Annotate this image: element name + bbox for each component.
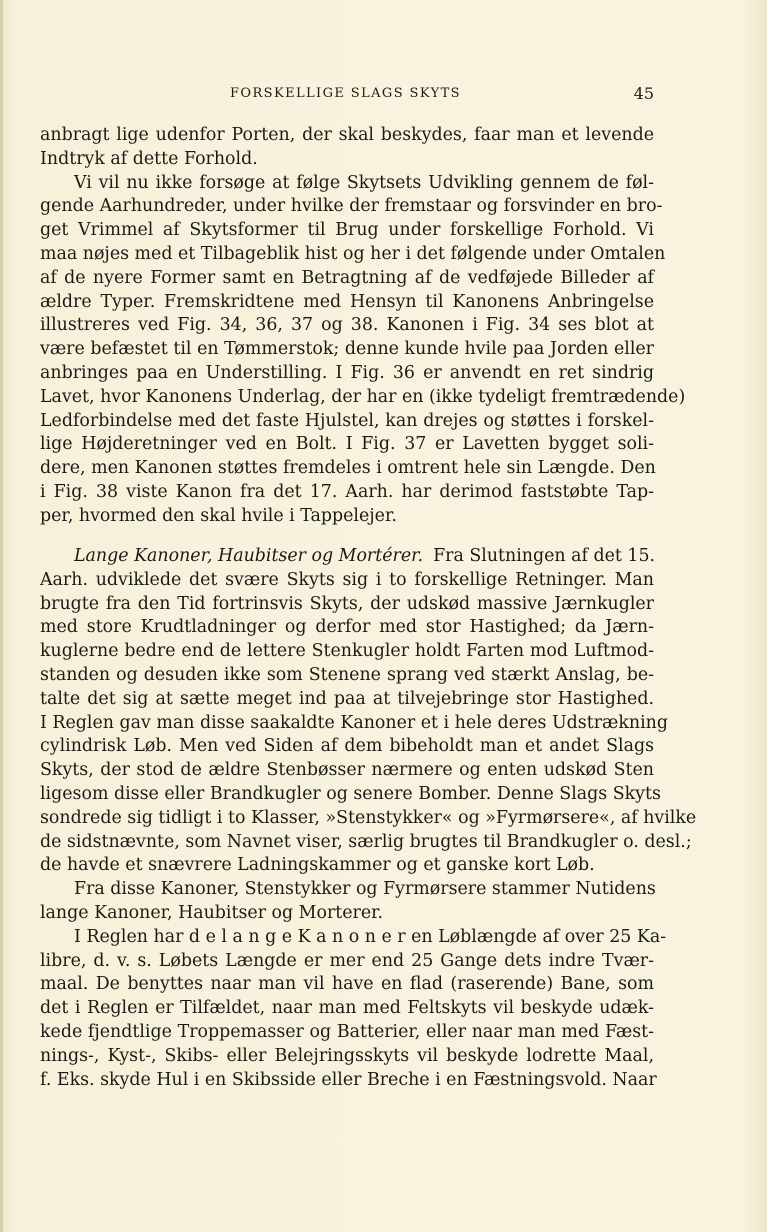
text-line: være befæstet til en Tømmerstok; denne kunde hvile paa Jorden eller [40, 339, 654, 360]
text-line: sondrede sig tidligt i to Klasser, »Stenstykker« og »Fyrmørsere«, af hvilke [40, 807, 697, 828]
text-line: med store Krudtladninger og derfor med stor Hastighed; da Jærn- [40, 617, 654, 638]
text-line: libre, d. v. s. Løbets Længde er mer end 25 Gange dets indre Tvær- [40, 950, 654, 971]
section-heading-rest: Fra Slutningen af det 15. [433, 546, 656, 566]
text-line: kede fjendtlige Troppemasser og Batterier, eller naar man med Fæst- [40, 1021, 654, 1042]
text-line: cylindrisk Løb. Men ved Siden af dem bibeholdt man et andet Slags [40, 736, 654, 757]
text-line: af de nyere Former samt en Betragtning af de vedføjede Billeder af [40, 267, 654, 288]
text-line: brugte fra den Tid fortrinsvis Skyts, der udskød massive Jærnkugler [40, 593, 654, 614]
section-heading-line [40, 545, 654, 569]
section-heading: Lange Kanoner, Haubitser og Mortérer. [74, 546, 424, 566]
text-line: ligesom disse eller Brandkugler og senere Bomber. Denne Slags Skyts [40, 783, 661, 804]
text-line: ældre Typer. Fremskridtene med Hensyn til Kanonens Anbringelse [40, 291, 654, 312]
page-number: 45 [633, 84, 654, 103]
page-header [40, 84, 654, 106]
text-line: anbringes paa en Understilling. I Fig. 36 er anvendt en ret sindrig [40, 362, 654, 383]
text-line: Fra disse Kanoner, Stenstykker og Fyrmørsere stammer Nutidens [74, 879, 656, 900]
text-line: maal. De benyttes naar man vil have en flad (raserende) Bane, som [40, 974, 654, 995]
text-line: de sidstnævnte, som Navnet viser, særlig brugtes til Brandkugler o. desl.; [40, 831, 692, 852]
text-line: det i Reglen er Tilfældet, naar man med Feltskyts vil beskyde udæk- [40, 998, 654, 1019]
text-line: Lavet, hvor Kanonens Underlag, der har en (ikke tydeligt fremtrædende) [40, 386, 686, 407]
text-line: lige Højderetninger ved en Bolt. I Fig. 37 er Lavetten bygget soli- [40, 434, 654, 455]
running-title: FORSKELLIGE SLAGS SKYTS [230, 86, 461, 101]
page-edge [0, 0, 3, 1232]
paragraph-block-2 [40, 545, 697, 1092]
text-line: Vi vil nu ikke forsøge at følge Skytsets Udvikling gennem de føl- [74, 172, 654, 193]
text-line: nings-, Kyst-, Skibs- eller Belejringsskyts vil beskyde lodrette Maal, [40, 1045, 654, 1066]
text-line: get Vrimmel af Skytsformer til Brug under forskellige Forhold. Vi [40, 220, 654, 241]
text-line: i Fig. 38 viste Kanon fra det 17. Aarh. har derimod faststøbte Tap- [40, 481, 654, 502]
text-line: gende Aarhundreder, under hvilke der fremstaar og forsvinder en bro- [40, 196, 663, 217]
text-line: maa nøjes med et Tilbageblik hist og her i det følgende under Omtalen [40, 243, 666, 264]
text-line: de havde et snævrere Ladningskammer og et ganske kort Løb. [40, 855, 595, 876]
text-line: Ledforbindelse med det faste Hjulstel, kan drejes og støttes i forskel- [40, 410, 654, 431]
text-line: illustreres ved Fig. 34, 36, 37 og 38. Kanonen i Fig. 34 ses blot at [40, 315, 654, 336]
paragraph-block-1 [40, 124, 686, 529]
text-line: Skyts, der stod de ældre Stenbøsser nærmere og enten udskød Sten [40, 760, 654, 781]
text-line: I Reglen har d e l a n g e K a n o n e r en Løblængde af over 25 Ka- [74, 926, 667, 947]
text-line: standen og desuden ikke som Stenene sprang ved stærkt Anslag, be- [40, 664, 654, 685]
text-line: anbragt lige udenfor Porten, der skal beskydes, faar man et levende [40, 125, 654, 145]
text-line: per, hvormed den skal hvile i Tappelejer. [40, 505, 397, 526]
text-line: I Reglen gav man disse saakaldte Kanoner et i hele deres Udstrækning [40, 712, 668, 733]
text-line: f. Eks. skyde Hul i en Skibsside eller Breche i en Fæstningsvold. Naar [40, 1069, 657, 1090]
text-line: lange Kanoner, Haubitser og Morterer. [40, 902, 384, 923]
text-line: Indtryk af dette Forhold. [40, 148, 258, 169]
text-line: talte det sig at sætte meget ind paa at tilvejebringe stor Hastighed. [40, 688, 654, 709]
text-line: kuglerne bedre end de lettere Stenkugler holdt Farten mod Luftmod- [40, 641, 654, 662]
text-line: dere, men Kanonen støttes fremdeles i omtrent hele sin Længde. Den [40, 458, 656, 479]
text-line: Aarh. udviklede det svære Skyts sig i to forskellige Retninger. Man [40, 569, 654, 590]
